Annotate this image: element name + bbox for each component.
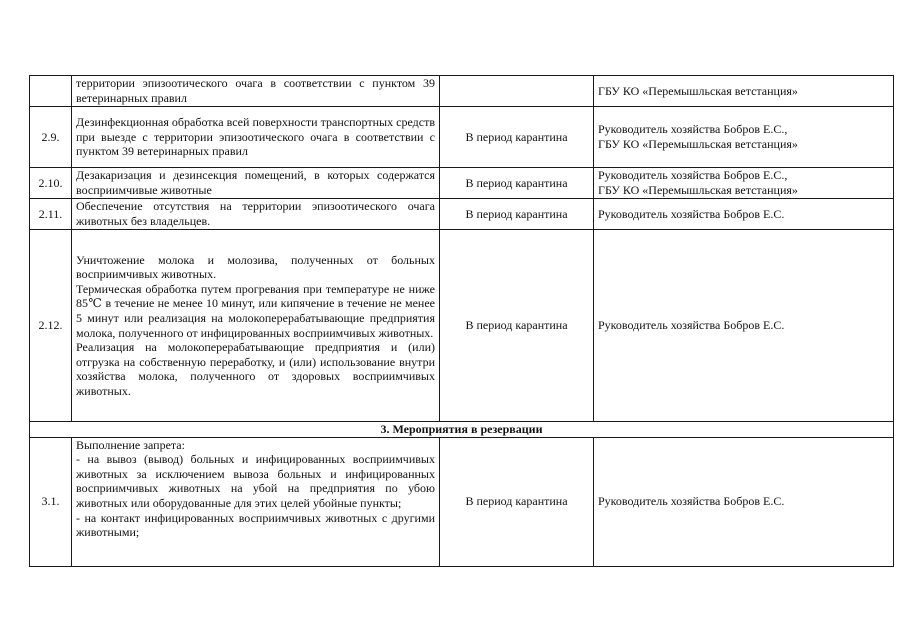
measure-description: [72, 199, 440, 230]
description-paragraph: территории эпизоотического очага в соответствии с пунктом 39 ветеринарных правил: [76, 76, 435, 105]
description-paragraph: - на контакт инфицированных восприимчивых животных с другими животными;: [76, 510, 435, 540]
table-row: [30, 230, 894, 422]
row-number: 2.9.: [30, 107, 72, 168]
description-paragraph: Дезинфекционная обработка всей поверхности транспортных средств при выезде с территории эпизоотического очага в соответствии с пунктом 39 ветеринарных правил: [76, 115, 435, 159]
section-row: [30, 422, 894, 438]
measure-responsible: [594, 168, 894, 199]
responsible-line: ГБУ КО «Перемышльская ветстанция»: [598, 137, 798, 151]
responsible-line: Руководитель хозяйства Бобров Е.С.: [598, 206, 785, 221]
description-paragraph: Реализация на молокоперерабатывающие предприятия и (или) отгрузка на собственную переработку, и (или) использование внутри хозяйства молока, полученного от здоровых восприимчивых животных.: [76, 340, 435, 398]
measure-description: [72, 168, 440, 199]
responsible-line: ГБУ КО «Перемышльская ветстанция»: [598, 183, 798, 197]
measure-responsible: [594, 76, 894, 107]
row-number: 2.10.: [30, 168, 72, 199]
measure-description: [72, 437, 440, 566]
responsible-line: Руководитель хозяйства Бобров Е.С.: [598, 318, 785, 333]
table-row: [30, 107, 894, 168]
row-number: [30, 76, 72, 107]
description-paragraph: Дезакаризация и дезинсекция помещений, в которых содержатся восприимчивые животные: [76, 168, 435, 197]
description-paragraph: Уничтожение молока и молозива, полученных от больных восприимчивых животных.: [76, 252, 435, 282]
measure-responsible: [594, 230, 894, 422]
table-row: [30, 437, 894, 566]
measure-term: В период карантина: [440, 168, 594, 199]
row-number: 2.11.: [30, 199, 72, 230]
measure-term: [440, 76, 594, 107]
measure-term: В период карантина: [440, 107, 594, 168]
description-paragraph: Обеспечение отсутствия на территории эпизоотического очага животных без владельцев.: [76, 199, 435, 228]
description-paragraph: Выполнение запрета:: [76, 437, 185, 452]
measures-table: [29, 75, 894, 567]
measure-description: [72, 76, 440, 107]
table-row: [30, 199, 894, 230]
responsible-line: Руководитель хозяйства Бобров Е.С.: [598, 494, 785, 509]
description-paragraph: Термическая обработка путем прогревания при температуре не ниже 85℃ в течение не менее 10 минут, или кипячение в течение не менее 5 минут или реализация на молокоперерабатывающие предприятия молока, полученного от инфицированных восприимчивых животных.: [76, 281, 435, 340]
measure-description: [72, 230, 440, 422]
measure-term: В период карантина: [440, 230, 594, 422]
description-paragraph: - на вывоз (вывод) больных и инфицированных восприимчивых животных за исключением вывоза больных и инфицированных восприимчивых животных на убой на предприятия по убою животных или оборудованные для этих целей убойные пункты;: [76, 452, 435, 510]
responsible-line: Руководитель хозяйства Бобров Е.С.,: [598, 122, 788, 137]
section-heading: 3. Мероприятия в резервации: [30, 422, 894, 438]
row-number: 2.12.: [30, 230, 72, 422]
row-number: 3.1.: [30, 437, 72, 566]
table-row: [30, 168, 894, 199]
measure-description: [72, 107, 440, 168]
table-row: [30, 76, 894, 107]
responsible-line: Руководитель хозяйства Бобров Е.С.,: [598, 168, 788, 183]
measure-term: В период карантина: [440, 437, 594, 566]
responsible-line: ГБУ КО «Перемышльская ветстанция»: [598, 83, 798, 98]
measure-responsible: [594, 437, 894, 566]
measure-term: В период карантина: [440, 199, 594, 230]
measure-responsible: [594, 107, 894, 168]
measure-responsible: [594, 199, 894, 230]
